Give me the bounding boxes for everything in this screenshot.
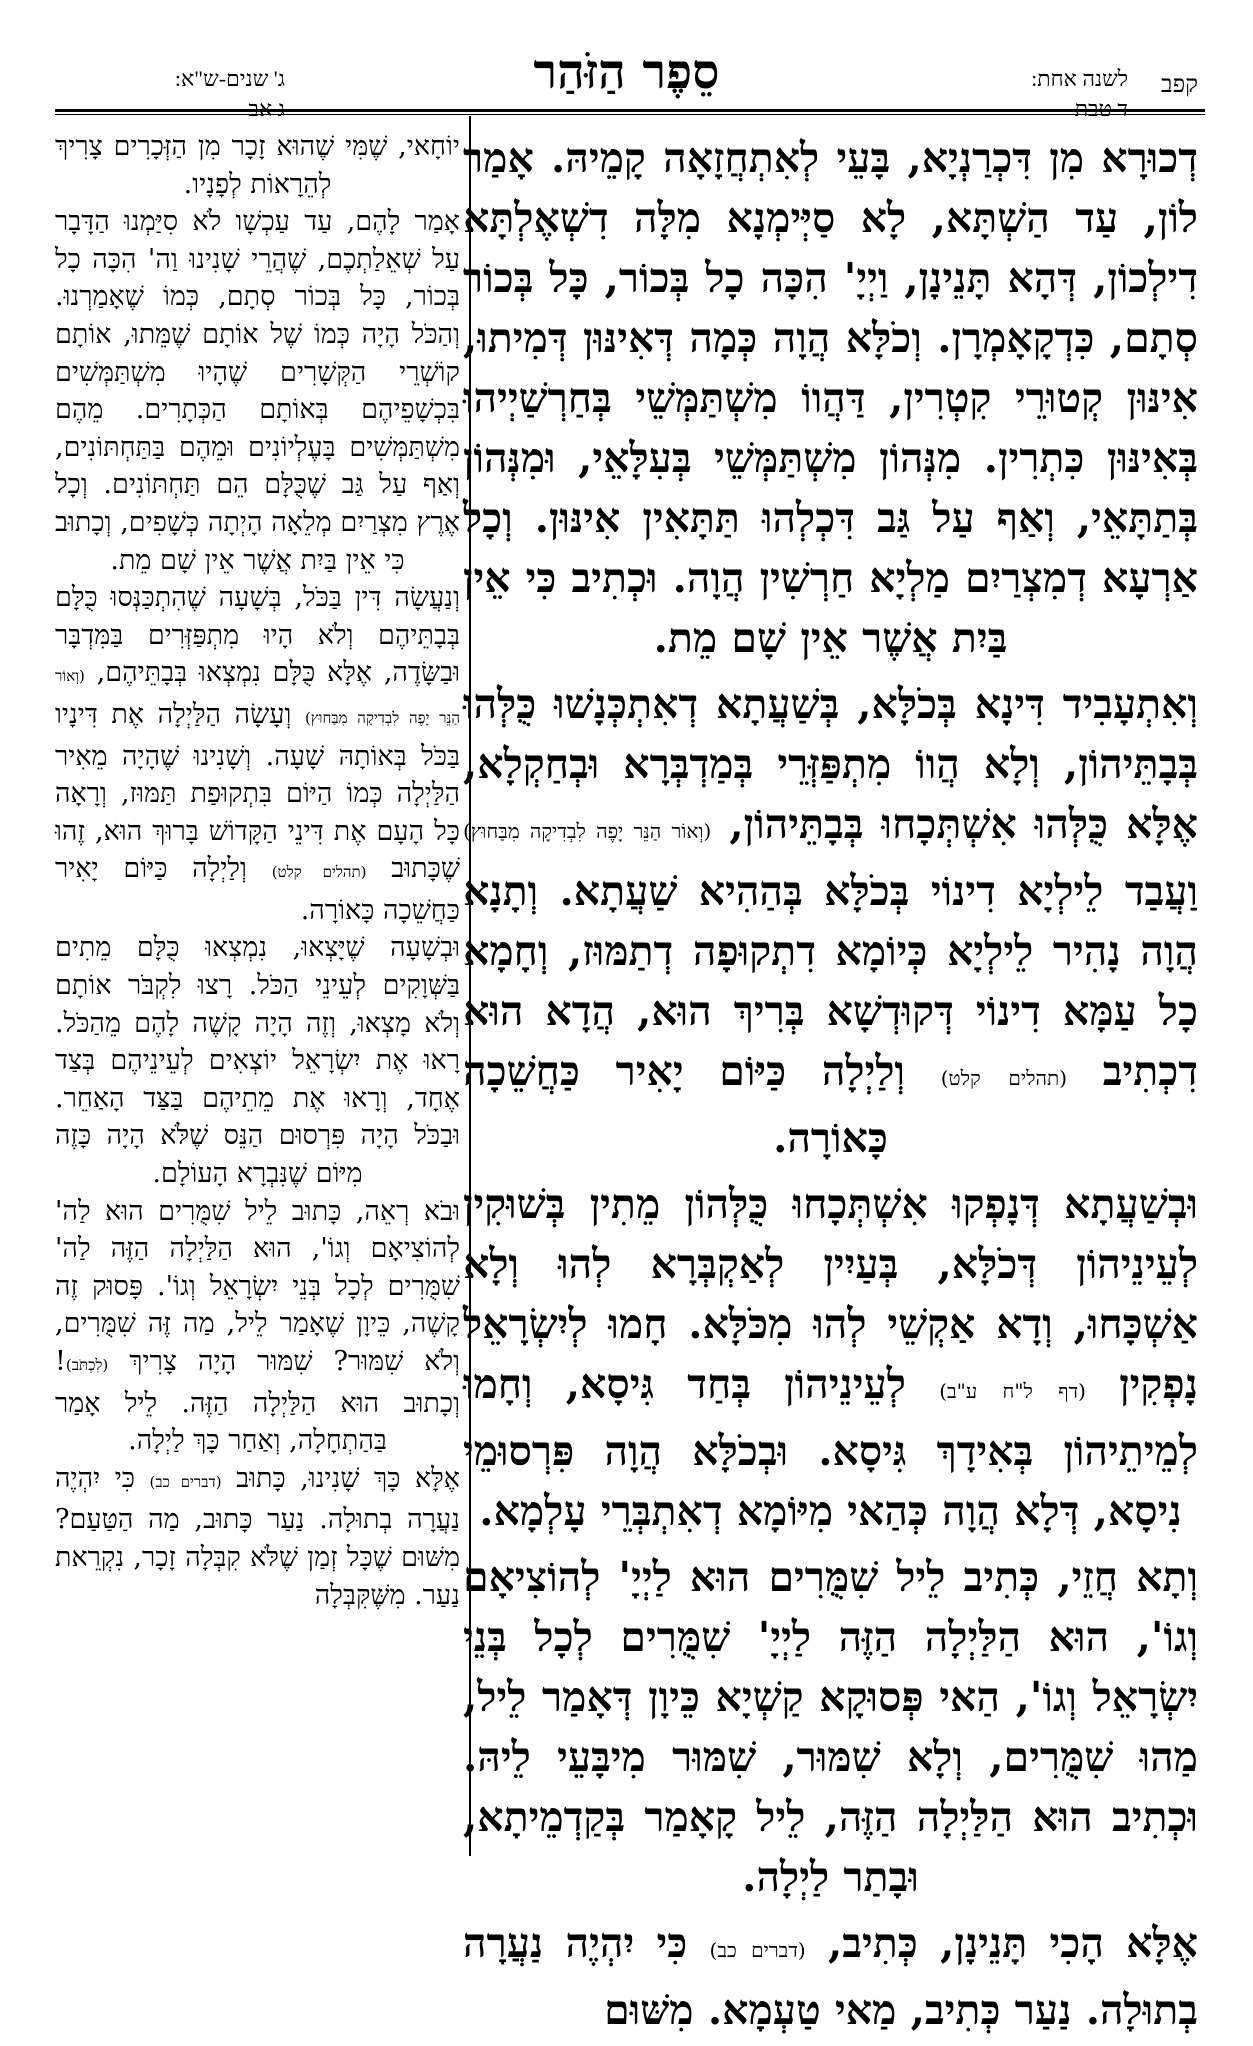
side-s3-reference: (וְאוֹר הַנֵּר יָפֶה לִבְדִיקָה מִבַּחוּץ) <box>55 667 461 727</box>
main-p5-reference: (דברים כב) <box>709 1938 806 1962</box>
side-paragraph-4 <box>55 929 460 1192</box>
side-s5-text-b: ! וְכָתוּב הוּא הַלַּיְלָה הַזֶּה. לֵיל אָמַר בַּהַתְחָלָה, וְאַחַר כָּךְ לַיְלָה. <box>55 1346 460 1457</box>
header-rule <box>55 109 1205 112</box>
side-s1-text: יוֹחָאי, שֶׁמִּי שֶׁהוּא זָכָר מִן הַזְּכָרִים צָרִיךְ לְהֵרָאוֹת לְפָנָיו. <box>55 131 460 200</box>
side-s5-text-a: וּבֹא רְאֵה, כָּתוּב לֵיל שִׁמֻּרִים הוּא לַה' לְהוֹצִיאָם וְגוֹ', הוּא הַלַּיְלָה הַזֶּה לַה' שִׁמֻּרִים לְכָל בְּנֵי יִשְׂרָאֵל וְגוֹ'. פָּסוּק זֶה קָשֶׁה, כֵּיוָן שֶׁאָמַר לֵיל, מַה זֶּה שִׁמֻּרִים, וְלֹא שִׁמּוּר? שִׁמּוּר הָיָה צָרִיךְ <box>55 1195 460 1377</box>
main-p3-text-b: לְעֵינֵיהוֹן בְּחַד גִּיסָא, וְחָמוּ לְמֵיתֵיהוֹן בְּאִידָךְ גִּיסָא. וּבְכֹלָּא הֲוָה פִּרְסוּמֵי נִיסָא, דְּלָא הֲוָה כְּהַאי מִיּוֹמָא דְאִתְבְּרֵי עָלְמָא. <box>463 1360 1198 1535</box>
side-s6-text-b: כִּי יִהְיֶה נַעֲרָה בְתוּלָה. נַעַר כָּתוּב, מַה הַטַּעַם? מִשּׁוּם שֶׁכָּל זְמַן שֶׁלֹּא קִבְּלָה זָכָר, נִקְרֵאת נַעַר. מִשֶּׁקִּבְּלָה <box>55 1462 460 1611</box>
main-paragraph-3 <box>463 1174 1198 1541</box>
main-p2-text-c: וְלַיְלָה כַּיּוֹם יָאִיר כַּחֲשֵׁכָה כָּאוֹרָה. <box>463 1047 906 1162</box>
main-paragraph-4 <box>463 1547 1198 1907</box>
side-s3-text-c: וְלַיְלָה כַּיּוֹם יָאִיר כַּחֲשֵׁכָה כָּאוֹרָה. <box>55 853 460 926</box>
main-p4-text: וְתָא חֲזֵי, כְּתִיב לֵיל שִׁמֻּרִים הוּא לַיְיָ' לְהוֹצִיאָם וְגוֹ', הוּא הַלַּיְלָה הַזֶּה לַיְיָ' שִׁמֻּרִים לְכָל בְּנֵי יִשְׂרָאֵל וְגוֹ', הַאי פְּסוּקָא קַשְׁיָא כֵּיוָן דְּאָמַר לֵיל, מַהוּ שִׁמֻּרִים, וְלָא שִׁמּוּר, שִׁמּוּר מִיבָּעֵי לֵיהּ. וּכְתִיב הוּא הַלַּיְלָה הַזֶּה, לֵיל קָאָמַר בְּקַדְמֵיתָא, וּבָתַר לַיְלָה. <box>463 1553 1198 1901</box>
side-paragraph-2 <box>55 203 460 579</box>
main-p2-reference: (וְאוֹר הַנֵּר יָפֶה לִבְדִיקָה מִבַּחוּץ) <box>463 819 712 843</box>
side-s6-text-a: אֶלָּא כָּךְ שָׁנִינוּ, כָּתוּב <box>236 1462 460 1494</box>
page-number: קפב <box>1161 72 1198 98</box>
main-p3-reference: (דף ל"ח ע"ב) <box>939 1379 1086 1403</box>
header-left-line1: ג' שנים-ש"א: <box>174 66 285 91</box>
side-s3-text-a: וְנַעֲשָׂה דִּין בַּכֹּל, בְּשָׁעָה שֶׁהִתְכַּנְּסוּ כֻּלָּם בְּבָתֵּיהֶם וְלֹא הָיוּ מִתְפַּזְּרִים בַּמִּדְבָּר וּבַשָּׂדֶה, אֶלָּא כֻּלָּם נִמְצְאוּ בְּבָתֵּיהֶם, <box>55 582 460 689</box>
main-column <box>463 128 1198 2046</box>
main-p2-text-a: וְאִתְעָבִיד דִּינָא בְּכֹלָּא, בְּשַׁעֲתָא דְאִתְכְּנָשׁוּ כֻּלְּהוּ בְּבָתֵּיהוֹן, וְלָא הֲווֹ מִתְפַּזְּרֵי בְּמַדְבְּרָא וּבְחַקְלָא, אֶלָּא כֻּלְּהוּ אִשְׁתְּכָחוּ בְּבָתֵּיהוֹן, <box>463 680 1198 848</box>
side-s2-text: אָמַר לָהֶם, עַד עַכְשָׁו לֹא סִיַּמְנוּ הַדָּבָר עַל שְׁאֵלַתְכֶם, שֶׁהֲרֵי שָׁנִינוּ וַה' הִכָּה כָל בְּכוֹר, כָּל בְּכוֹר סְתָם, כְּמוֹ שֶׁאָמַרְנוּ. וְהַכֹּל הָיָה כְּמוֹ שֶׁל אוֹתָם שֶׁמֵּתוּ, אוֹתָם קוֹשְׁרֵי הַקְּשָׁרִים שֶׁהָיוּ מִשְׁתַּמְּשִׁים בִּכְשָׁפֵיהֶם בְּאוֹתָם הַכְּתָרִים. מֵהֶם מִשְׁתַּמְּשִׁים בָּעֶלְיוֹנִים וּמֵהֶם בַּתַּחְתּוֹנִים, וְאַף עַל גַּב שֶׁכֻּלָּם הֵם תַּחְתּוֹנִים. וְכָל אֶרֶץ מִצְרַיִם מְלֵאָה הָיְתָה כְּשָׁפִים, וְכָתוּב כִּי אֵין בַּיִת אֲשֶׁר אֵין שָׁם מֵת. <box>55 206 460 576</box>
main-p3-text-a: וּבְשַׁעֲתָא דְּנָפְקוּ אִשְׁתְּכָחוּ כֻּלְּהוֹן מֵתִין בְּשׁוּקִין לְעֵינֵיהוֹן דְּכֹלָּא, בְּעַיִין לְאַקְבְּרָא לְהוּ וְלָא אַשְׁכָּחוּ, וְדָא אַקְשֵׁי לְהוּ מִכֹּלָּא. חָמוּ לְיִשְׂרָאֵל נָפְקִין <box>463 1180 1199 1408</box>
main-paragraph-2 <box>463 674 1198 1168</box>
main-p2-text-b: וַעֲבַד לֵילְיָא דִינוֹי בְּכֹלָּא בְּהַהִיא שַׁעֲתָא. וְתָנָא הֲוָה נָהִיר לֵילְיָא כְּיוֹמָא דִתְקוּפָה דְתַמּוּז, וְחָמָא כָל עַמָּא דִינוֹי דְּקוּדְשָׁא בְּרִיךְ הוּא, הֲדָא הוּא דִכְתִיב <box>463 867 1198 1095</box>
header-rule-thin <box>55 114 1205 115</box>
side-paragraph-5 <box>55 1193 460 1460</box>
main-paragraph-5 <box>463 1913 1198 2040</box>
main-p5-text-a: אֶלָּא הָכִי תָּנֵינָן, כְּתִיב, <box>828 1919 1199 1967</box>
translation-column <box>55 128 460 1614</box>
side-paragraph-1 <box>55 128 460 203</box>
header-right-line1: לשנה אחת: <box>1031 66 1128 91</box>
side-s4-text: וּבְשָׁעָה שֶׁיָּצְאוּ, נִמְצְאוּ כֻּלָּם מֵתִים בַּשְּׁוָקִים לְעֵינֵי הַכֹּל. רָצוּ לִקְבֹּר אוֹתָם וְלֹא מָצְאוּ, וְזֶה הָיָה קָשֶׁה לָהֶם מֵהַכֹּל. רָאוּ אֶת יִשְׂרָאֵל יוֹצְאִים לְעֵינֵיהֶם בְּצַד אֶחָד, וְרָאוּ אֶת מֵתֵיהֶם בַּצַּד הָאַחֵר. וּבַכֹּל הָיָה פִּרְסוּם הַנֵּס שֶׁלֹּא הָיָה כָּזֶה מִיּוֹם שֶׁנִּבְרָא הָעוֹלָם. <box>55 932 460 1190</box>
main-p2-reference-2: (תהלים קלט) <box>940 1066 1068 1090</box>
side-s3-text-b: וְעָשָׂה הַלַּיְלָה אֶת דִּינָיו בַּכֹּל בְּאוֹתָהּ שָׁעָה. וְשָׁנִינוּ שֶׁהָיָה מֵאִיר הַלַּיְלָה כְּמוֹ הַיּוֹם בִּתְקוּפַת תַּמּוּז, וְרָאָה כָּל הָעָם אֶת דִּינֵי הַקָּדוֹשׁ בָּרוּךְ הוּא, זֶהוּ שֶׁכָּתוּב <box>55 698 460 885</box>
side-s6-reference: (דברים כב) <box>149 1472 222 1491</box>
page-title: סֵפֶר הַזֹּהַר <box>533 44 720 100</box>
side-s3-reference-2: (תהלים קלט) <box>271 863 367 882</box>
side-paragraph-6 <box>55 1460 460 1614</box>
side-paragraph-3 <box>55 579 460 929</box>
main-p1-text: דְכוּרָא מִן דִּכְרַנְיָא, בָּעֵי לְאִתְחֲזָאָה קָמֵיהּ. אָמַר לוֹן, עַד הַשְׁתָּא, לָא סַיְּימְנָא מִלָּה דִשְׁאֶלְתָּא דִילְכוֹן, דְּהָא תָּנֵינָן, וַיְיָ' הִכָּה כָל בְּכוֹר, כָּל בְּכוֹר סְתָם, כִּדְקָאָמְרָן. וְכֹלָּא הֲוָה כְּמָה דְּאִינּוּן דְּמִיתוּ, אִינּוּן קְטוּרֵי קִטְרִין, דַּהֲווֹ מִשְׁתַּמְּשֵׁי בְּחַרְשַׁיְיהוּ בְּאִינּוּן כִּתְרִין. מִנְּהוֹן מִשְׁתַּמְּשֵׁי בְּעִלָּאֵי, וּמִנְּהוֹן בְּתַתָּאֵי, וְאַף עַל גַּב דִּכְלְהוּ תַּתָּאִין אִינּוּן. וְכָל אַרְעָא דְמִצְרַיִם מַלְיָא חַרְשִׁין הֲוָה. וּכְתִיב כִּי אֵין בַּיִת אֲשֶׁר אֵין שָׁם מֵת. <box>463 134 1198 662</box>
main-paragraph-1 <box>463 128 1198 668</box>
side-s5-reference: (לִכְתֹּב) <box>65 1356 109 1374</box>
main-p5-text-b: כִּי יִהְיֶה נַעֲרָה בְתוּלָה. נַעַר כְּתִיב, מַאי טַעְמָא. מִשּׁוּם <box>463 1919 1198 2034</box>
